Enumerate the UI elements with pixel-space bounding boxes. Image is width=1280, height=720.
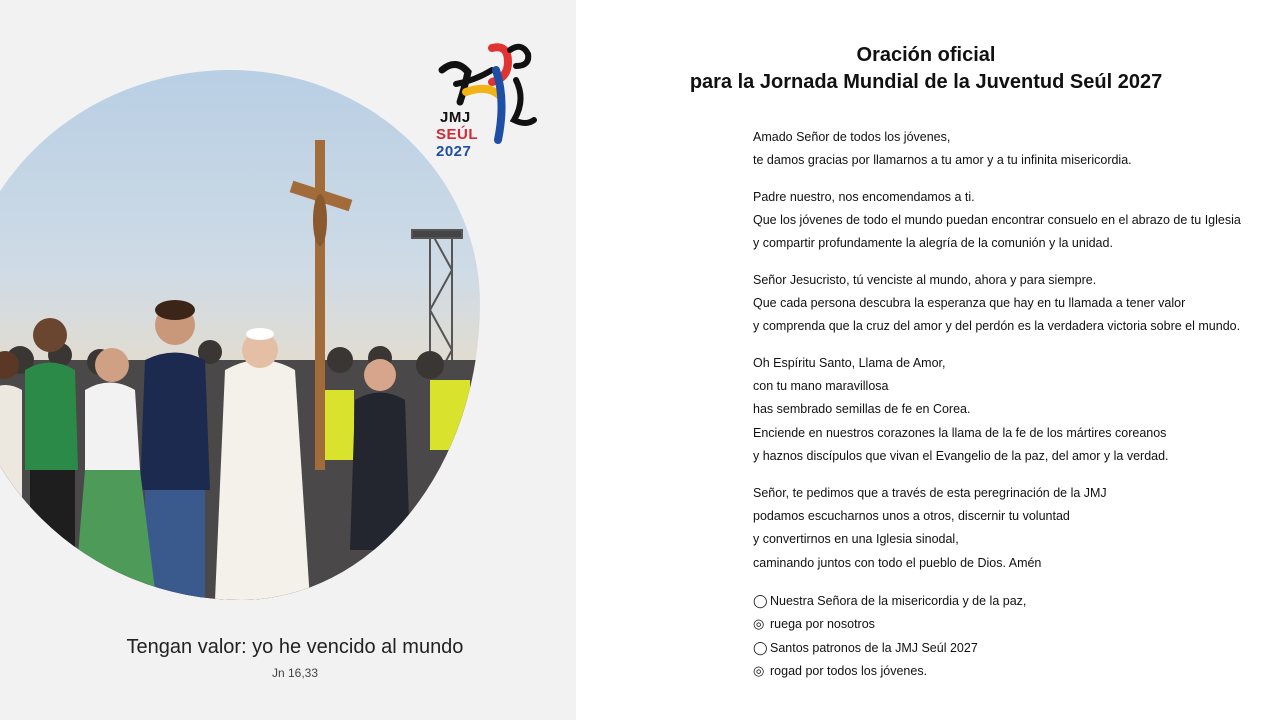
left-panel (0, 0, 576, 720)
prayer-line: Amado Señor de todos los jóvenes, (753, 130, 951, 144)
prayer-title (576, 42, 1276, 96)
prayer-line: y comprenda que la cruz del amor y del perdón es la verdadera victoria sobre el mundo. (753, 319, 1241, 334)
prayer-line: Oh Espíritu Santo, Llama de Amor, (753, 356, 946, 370)
circle-icon: ◯ (753, 639, 768, 655)
prayer-line: Padre nuestro, nos encomendamos a ti. (753, 190, 975, 204)
prayer-line: has sembrado semillas de fe en Corea. (753, 402, 971, 417)
prayer-title-line-2: para la Jornada Mundial de la Juventud Seúl 2027 (689, 71, 1163, 93)
prayer-line: caminando juntos con todo el pueblo de Dios. Amén (753, 555, 1042, 570)
prayer-line: Enciende en nuestros corazones la llama de la fe de los mártires coreanos (753, 425, 1167, 440)
prayer-line: te damos gracias por llamarnos a tu amor y a tu infinita misericordia. (753, 153, 1132, 168)
double-circle-icon: ◎ (753, 663, 765, 679)
invocation-text: Nuestra Señora de la misericordia y de la paz, (770, 593, 1027, 608)
caption-title: Tengan valor: yo he vencido al mundo (126, 636, 464, 658)
stanza-3 (753, 269, 1273, 339)
invocations (753, 589, 1026, 683)
caption-reference: Jn 16,33 (271, 666, 319, 680)
invocation-line (753, 660, 1026, 684)
pilgrimage-photo (0, 70, 480, 600)
stanza-5 (753, 482, 1273, 575)
logo-year-text: 2027 (436, 143, 472, 160)
invocation-line (753, 613, 1026, 637)
prayer-line: y haznos discípulos que vivan el Evangelio de la paz, del amor y la verdad. (753, 448, 1169, 463)
stanza-4 (753, 352, 1273, 468)
prayer-line: Que los jóvenes de todo el mundo puedan encontrar consuelo en el abrazo de tu Iglesia (753, 213, 1241, 228)
prayer-line: Que cada persona descubra la esperanza que hay en tu llamada a tener valor (753, 296, 1186, 311)
logo-seoul-text: SEÚL (436, 126, 479, 143)
photo-illustration (0, 70, 480, 600)
prayer-panel (576, 0, 1280, 720)
prayer-line: Señor Jesucristo, tú venciste al mundo, ahora y para siempre. (753, 273, 1097, 287)
invocation-line (753, 589, 1026, 613)
invocation-text: ruega por nosotros (770, 617, 875, 632)
stanza-1 (753, 126, 1273, 172)
stanza-2 (753, 186, 1273, 256)
prayer-line: con tu mano maravillosa (753, 379, 889, 394)
invocation-line (753, 636, 1026, 660)
prayer-title-line-1: Oración oficial (856, 44, 996, 66)
invocation-text: Santos patronos de la JMJ Seúl 2027 (770, 640, 978, 655)
invocation-text: rogad por todos los jóvenes. (770, 664, 928, 679)
double-circle-icon: ◎ (753, 616, 765, 632)
prayer-line: podamos escucharnos unos a otros, discernir tu voluntad (753, 509, 1070, 524)
prayer-line: y convertirnos en una Iglesia sinodal, (753, 532, 959, 547)
circle-icon: ◯ (753, 592, 768, 608)
prayer-line: y compartir profundamente la alegría de la comunión y la unidad. (753, 236, 1113, 251)
logo-jmj-text: JMJ (440, 109, 471, 126)
prayer-line: Señor, te pedimos que a través de esta peregrinación de la JMJ (753, 486, 1107, 500)
